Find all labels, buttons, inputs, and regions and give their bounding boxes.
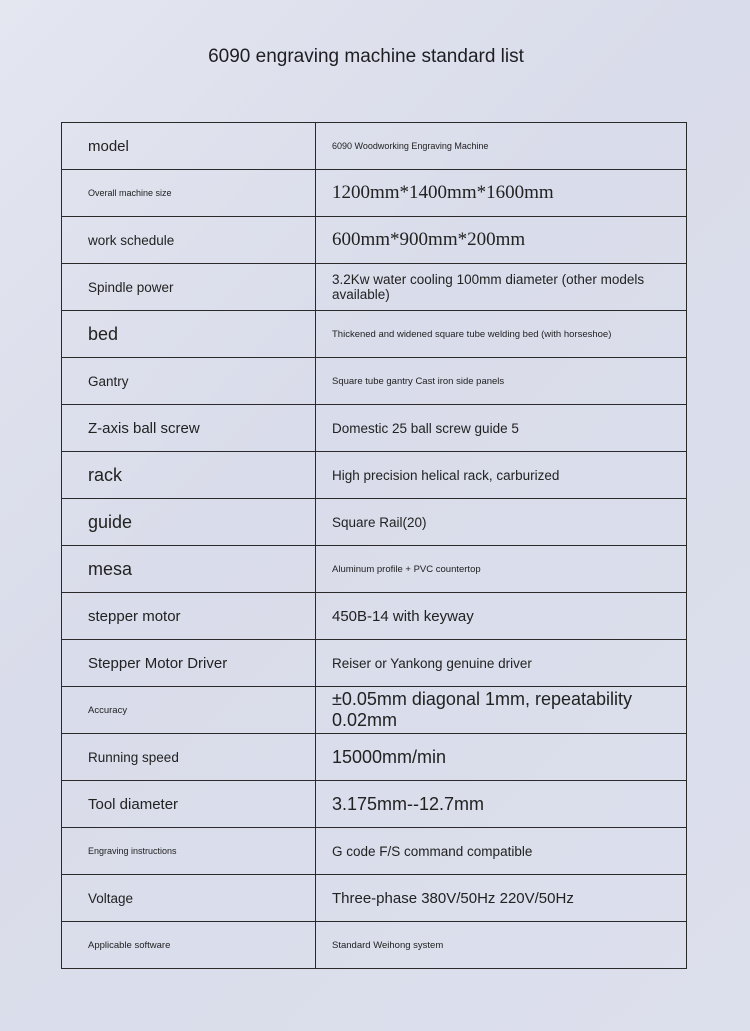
row-value: Square Rail(20) bbox=[316, 499, 687, 546]
table-row bbox=[62, 687, 687, 734]
row-key: Accuracy bbox=[62, 687, 316, 734]
row-key: Gantry bbox=[62, 358, 316, 405]
row-key: work schedule bbox=[62, 217, 316, 264]
row-key: Running speed bbox=[62, 734, 316, 781]
table-row bbox=[62, 593, 687, 640]
table-row bbox=[62, 875, 687, 922]
row-key: model bbox=[62, 123, 316, 170]
page-title-text: 6090 engraving machine standard list bbox=[208, 46, 524, 67]
row-value: Aluminum profile + PVC countertop bbox=[316, 546, 687, 593]
row-value: G code F/S command compatible bbox=[316, 828, 687, 875]
row-key: mesa bbox=[62, 546, 316, 593]
row-key: Voltage bbox=[62, 875, 316, 922]
row-value: 3.2Kw water cooling 100mm diameter (other models available) bbox=[316, 264, 687, 311]
row-value: High precision helical rack, carburized bbox=[316, 452, 687, 499]
row-key: Engraving instructions bbox=[62, 828, 316, 875]
row-value: 1200mm*1400mm*1600mm bbox=[316, 170, 687, 217]
row-key: Tool diameter bbox=[62, 781, 316, 828]
row-value: 450B-14 with keyway bbox=[316, 593, 687, 640]
table-row bbox=[62, 734, 687, 781]
row-value: 15000mm/min bbox=[316, 734, 687, 781]
row-key: guide bbox=[62, 499, 316, 546]
row-value: 6090 Woodworking Engraving Machine bbox=[316, 123, 687, 170]
row-key: stepper motor bbox=[62, 593, 316, 640]
table-row bbox=[62, 499, 687, 546]
row-key: Overall machine size bbox=[62, 170, 316, 217]
row-value: 600mm*900mm*200mm bbox=[316, 217, 687, 264]
row-key: bed bbox=[62, 311, 316, 358]
table-row bbox=[62, 264, 687, 311]
page-title bbox=[0, 46, 750, 68]
table-row bbox=[62, 640, 687, 687]
table-row bbox=[62, 217, 687, 264]
table-row bbox=[62, 828, 687, 875]
row-value: ±0.05mm diagonal 1mm, repeatability 0.02mm bbox=[316, 687, 687, 734]
row-key: rack bbox=[62, 452, 316, 499]
row-value: Three-phase 380V/50Hz 220V/50Hz bbox=[316, 875, 687, 922]
row-key: Z-axis ball screw bbox=[62, 405, 316, 452]
row-value: Thickened and widened square tube welding bed (with horseshoe) bbox=[316, 311, 687, 358]
table-row bbox=[62, 405, 687, 452]
table-row bbox=[62, 781, 687, 828]
table-row bbox=[62, 452, 687, 499]
table-row bbox=[62, 311, 687, 358]
row-value: Standard Weihong system bbox=[316, 922, 687, 969]
row-key: Applicable software bbox=[62, 922, 316, 969]
row-value: Square tube gantry Cast iron side panels bbox=[316, 358, 687, 405]
table-row bbox=[62, 170, 687, 217]
table-row bbox=[62, 922, 687, 969]
row-key: Stepper Motor Driver bbox=[62, 640, 316, 687]
spec-table bbox=[61, 122, 687, 969]
table-row bbox=[62, 546, 687, 593]
table-row bbox=[62, 123, 687, 170]
row-value: Reiser or Yankong genuine driver bbox=[316, 640, 687, 687]
row-value: 3.175mm--12.7mm bbox=[316, 781, 687, 828]
table-row bbox=[62, 358, 687, 405]
row-key: Spindle power bbox=[62, 264, 316, 311]
row-value: Domestic 25 ball screw guide 5 bbox=[316, 405, 687, 452]
